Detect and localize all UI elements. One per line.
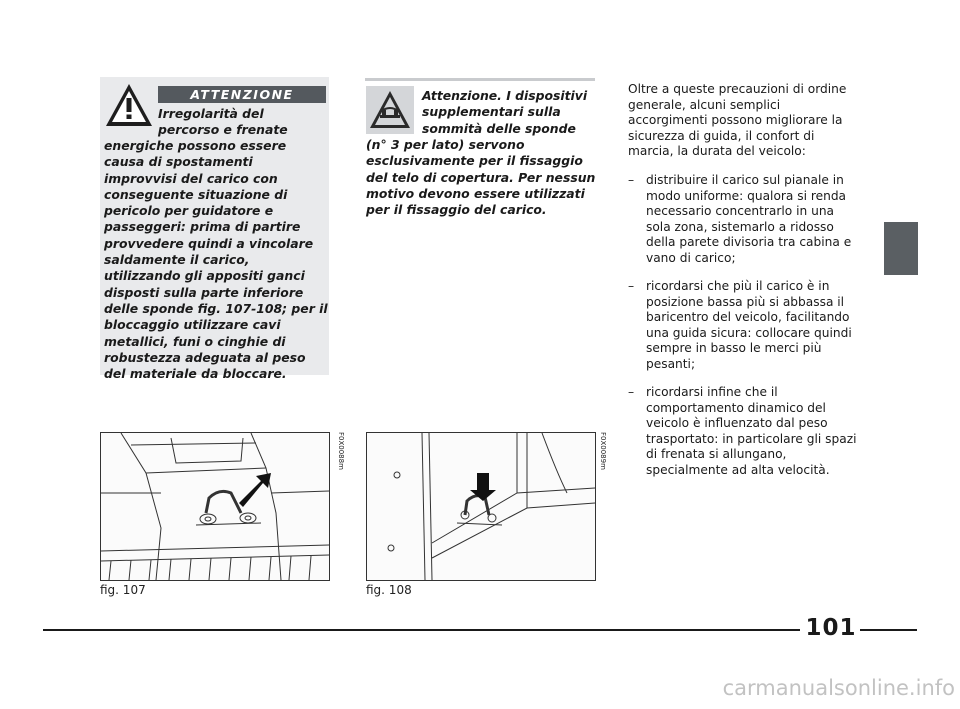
caution-text-lead: Attenzione. I dispositivi supplementari sulla sommità delle sponde — [422, 88, 588, 136]
figure-108-illustration — [366, 432, 596, 581]
footer-rule-right — [860, 629, 917, 631]
figure-code: F0X0089m — [599, 432, 607, 470]
figure-caption: fig. 108 — [366, 583, 412, 597]
bullet-dash: – — [628, 385, 635, 399]
figure-code: F0X0088m — [337, 432, 345, 470]
cargo-floor-hook-drawing — [101, 433, 329, 580]
bullet-text: ricordarsi che più il carico è in posizione bassa più si abbassa il baricentro del veicolo, facilitando una guida sicura: collocare quindi sempre in basso le merci più pesanti; — [646, 279, 852, 371]
warning-text-lead: Irregolarità del percorso e frenate — [158, 106, 288, 138]
bullet-dash: – — [628, 173, 635, 187]
footer-rule-left — [43, 629, 800, 631]
caution-text-body: (n° 3 per lato) servono esclusivamente per il fissaggio del telo di copertura. Per nessun motivo devono essere utilizzati per il fissaggio del carico. — [366, 137, 596, 218]
figure-107-illustration — [100, 432, 330, 581]
caution-top-rule — [365, 78, 595, 81]
section-thumb-tab — [884, 222, 918, 275]
bullet-text: distribuire il carico sul pianale in modo uniforme: qualora si renda necessario concentrarlo in una sola zona, sistemarlo a ridosso della parete divisoria tra cabina e vano di carico; — [646, 173, 852, 265]
warning-text-body: energiche possono essere causa di spostamenti improvvisi del carico con conseguente situazione di pericolo per guidatore e passeggeri: prima di partire provvedere quindi a vincolare saldamente il carico, utilizzando gli appositi ganci disposti sulla parte inferiore delle sponde fig. 107-108; per il bloccaggio utilizzare cavi metallici, funi o cinghie di robustezza adeguata al peso del materiale da bloccare. — [104, 138, 328, 382]
side-wall-hook-drawing — [367, 433, 595, 580]
bullet-text: ricordarsi infine che il comportamento dinamico del veicolo è influenzato dal peso trasportato: in particolare gli spazi di frenata si allungano, specialmente ad alta velocità. — [646, 385, 857, 477]
list-item — [628, 385, 860, 485]
figure-caption: fig. 107 — [100, 583, 146, 597]
bullet-dash: – — [628, 279, 635, 293]
page-number: 101 — [805, 615, 857, 641]
attention-banner: ATTENZIONE — [158, 86, 326, 103]
cargo-cover-warning-icon — [366, 86, 414, 134]
list-item — [628, 173, 860, 273]
intro-paragraph: Oltre a queste precauzioni di ordine generale, alcuni semplici accorgimenti possono migliorare la sicurezza di guida, il confort di marcia, la durata del veicolo: — [628, 82, 847, 159]
list-item — [628, 279, 860, 379]
warning-triangle-icon — [104, 82, 154, 128]
watermark: carmanualsonline.info — [722, 676, 955, 700]
